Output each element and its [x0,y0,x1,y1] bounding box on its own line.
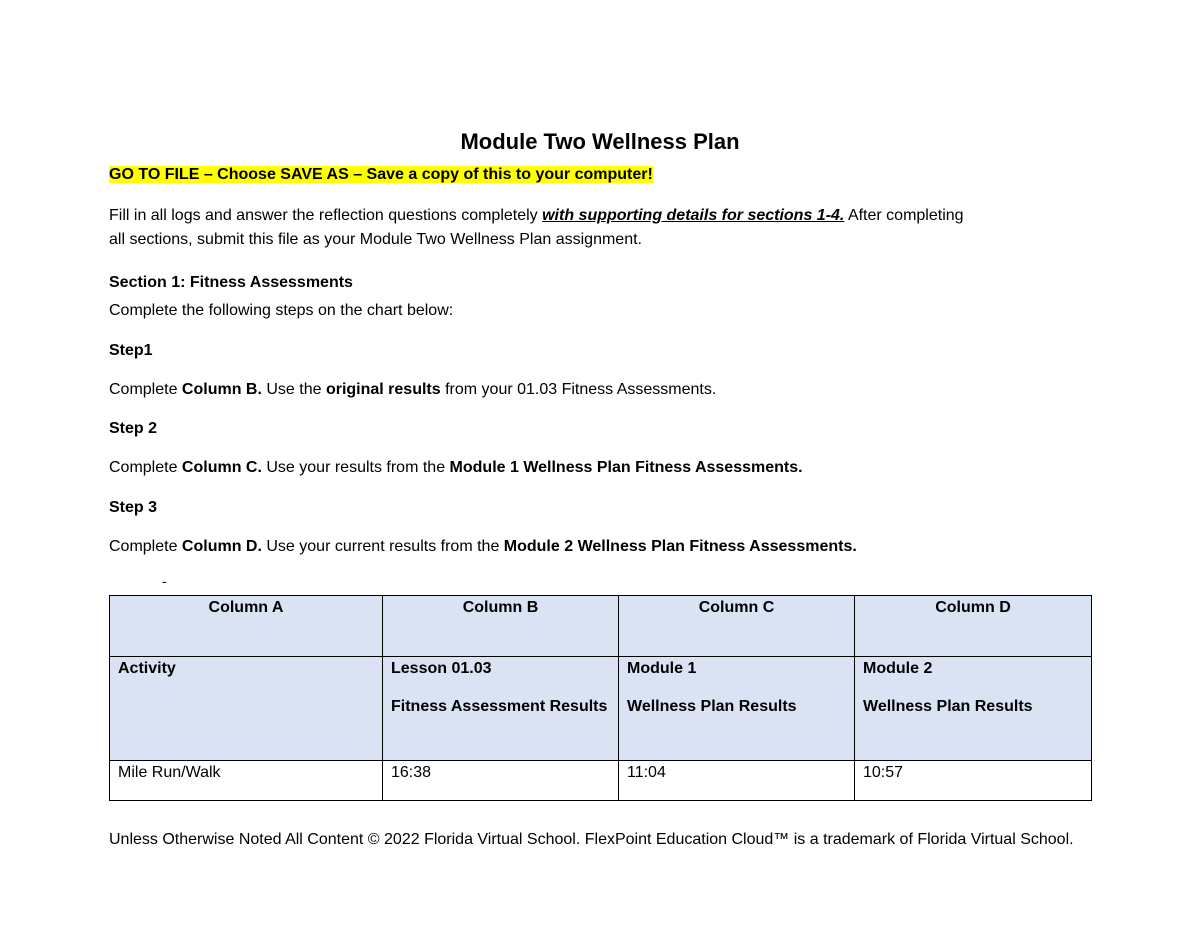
step-3-text: Complete Column D. Use your current results from the Module 2 Wellness Plan Fitness Assessments. [109,538,857,555]
activity-subheader: Activity [110,657,383,761]
step-1-label: Step1 [109,342,153,359]
table-row [110,761,1092,801]
intro-emphasis: with supporting details for sections 1-4. [542,207,845,224]
intro-line-1: Fill in all logs and answer the reflection questions completely with supporting details for sections 1-4. After completing [109,207,964,224]
activity-cell[interactable]: Mile Run/Walk [110,761,383,801]
section-heading: Section 1: Fitness Assessments [109,274,353,291]
column-b-subheader: Lesson 01.03 Fitness Assessment Results [383,657,619,761]
section-subtitle: Complete the following steps on the chart below: [109,302,454,319]
column-d-subheader: Module 2 Wellness Plan Results [855,657,1092,761]
intro-line-2: all sections, submit this file as your Module Two Wellness Plan assignment. [109,231,642,248]
column-b-cell[interactable]: 16:38 [383,761,619,801]
save-instruction [109,163,653,187]
step-2-text: Complete Column C. Use your results from the Module 1 Wellness Plan Fitness Assessments. [109,459,803,476]
column-c-header: Column C [619,596,855,657]
step-3-label: Step 3 [109,499,158,516]
column-a-header: Column A [110,596,383,657]
stray-mark: - [162,573,167,589]
column-d-header: Column D [855,596,1092,657]
column-d-cell[interactable]: 10:57 [855,761,1092,801]
column-c-subheader: Module 1 Wellness Plan Results [619,657,855,761]
copyright-footer: Unless Otherwise Noted All Content © 2022 Florida Virtual School. FlexPoint Education Cloud™ is a trademark of Florida Virtual School. [109,831,1074,848]
highlighted-instruction: GO TO FILE – Choose SAVE AS – Save a copy of this to your computer! [109,166,653,183]
page-title: Module Two Wellness Plan [460,129,740,154]
table-subheader-row [110,657,1092,761]
column-c-cell[interactable]: 11:04 [619,761,855,801]
step-1-text: Complete Column B. Use the original results from your 01.03 Fitness Assessments. [109,381,717,398]
column-b-header: Column B [383,596,619,657]
fitness-table [109,595,1092,801]
step-2-label: Step 2 [109,420,158,437]
table-header-row [110,596,1092,657]
